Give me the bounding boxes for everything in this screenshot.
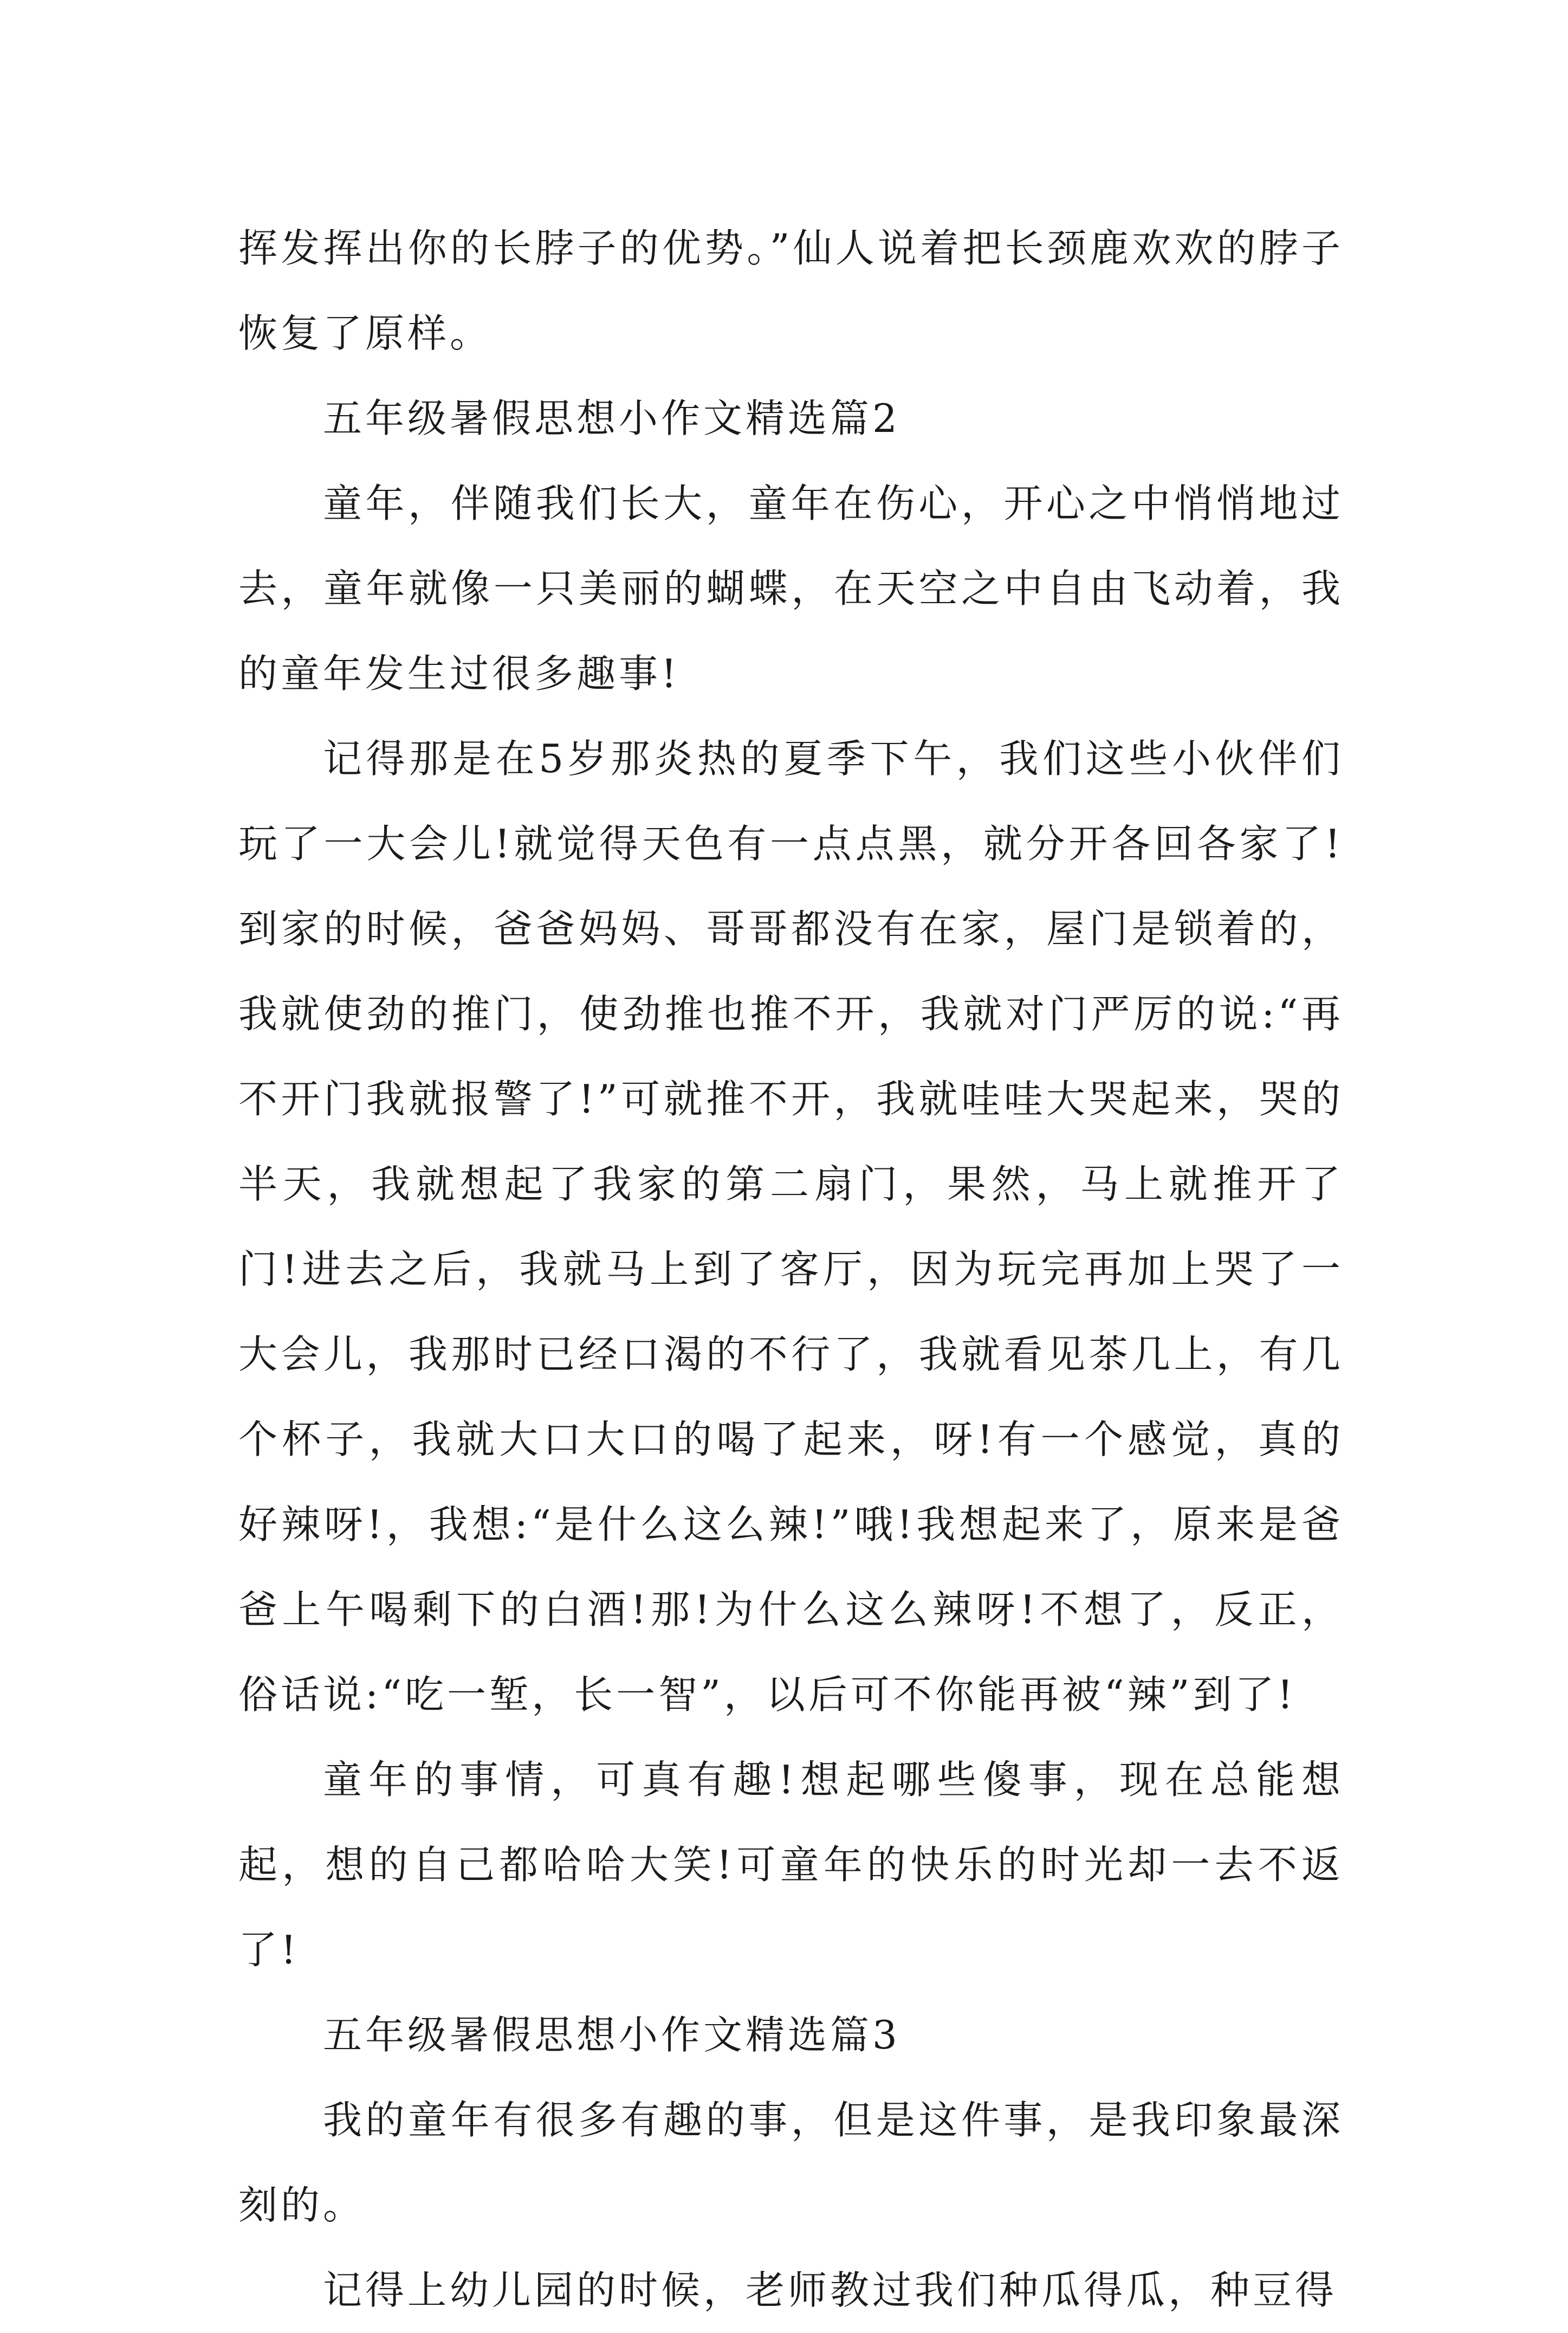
paragraph: 童年，伴随我们长大，童年在伤心，开心之中悄悄地过去，童年就像一只美丽的蝴蝶，在天空之中自由飞动着，我的童年发生过很多趣事!: [238, 481, 1344, 696]
section-heading-3: 五年级暑假思想小作文精选篇3: [323, 2012, 900, 2058]
paragraph: 记得那是在5岁那炎热的夏季下午，我们这些小伙伴们玩了一大会儿!就觉得天色有一点点黑，就分开各回各家了!到家的时候，爸爸妈妈、哥哥都没有在家，屋门是锁着的，我就使劲的推门，使劲推也推不开，我就对门严厉的说:“再不开门我就报警了!”可就推不开，我就哇哇大哭起来，哭的半天，我就想起了我家的第二扇门，果然，马上就推开了门!进去之后，我就马上到了客厅，因为玩完再加上哭了一大会儿，我那时已经口渴的不行了，我就看见茶几上，有几个杯子，我就大口大口的喝了起来，呀!有一个感觉，真的好辣呀!，我想:“是什么这么辣!”哦!我想起来了，原来是爸爸上午喝剩下的白酒!那!为什么这么辣呀!不想了，反正，俗话说:“吃一堑，长一智”，以后可不你能再被“辣”到了!: [238, 736, 1344, 1717]
section-heading-2: 五年级暑假思想小作文精选篇2: [323, 396, 900, 441]
document-page: [238, 206, 1344, 2333]
paragraph: 童年的事情，可真有趣!想起哪些傻事，现在总能想起，想的自己都哈哈大笑!可童年的快乐的时光却一去不返了!: [238, 1757, 1344, 1973]
paragraph-continuation: 挥发挥出你的长脖子的优势。”仙人说着把长颈鹿欢欢的脖子恢复了原样。: [238, 225, 1344, 356]
paragraph: 我的童年有很多有趣的事，但是这件事，是我印象最深刻的。: [238, 2097, 1344, 2228]
paragraph: 记得上幼儿园的时候，老师教过我们种瓜得瓜，种豆得: [323, 2267, 1338, 2313]
